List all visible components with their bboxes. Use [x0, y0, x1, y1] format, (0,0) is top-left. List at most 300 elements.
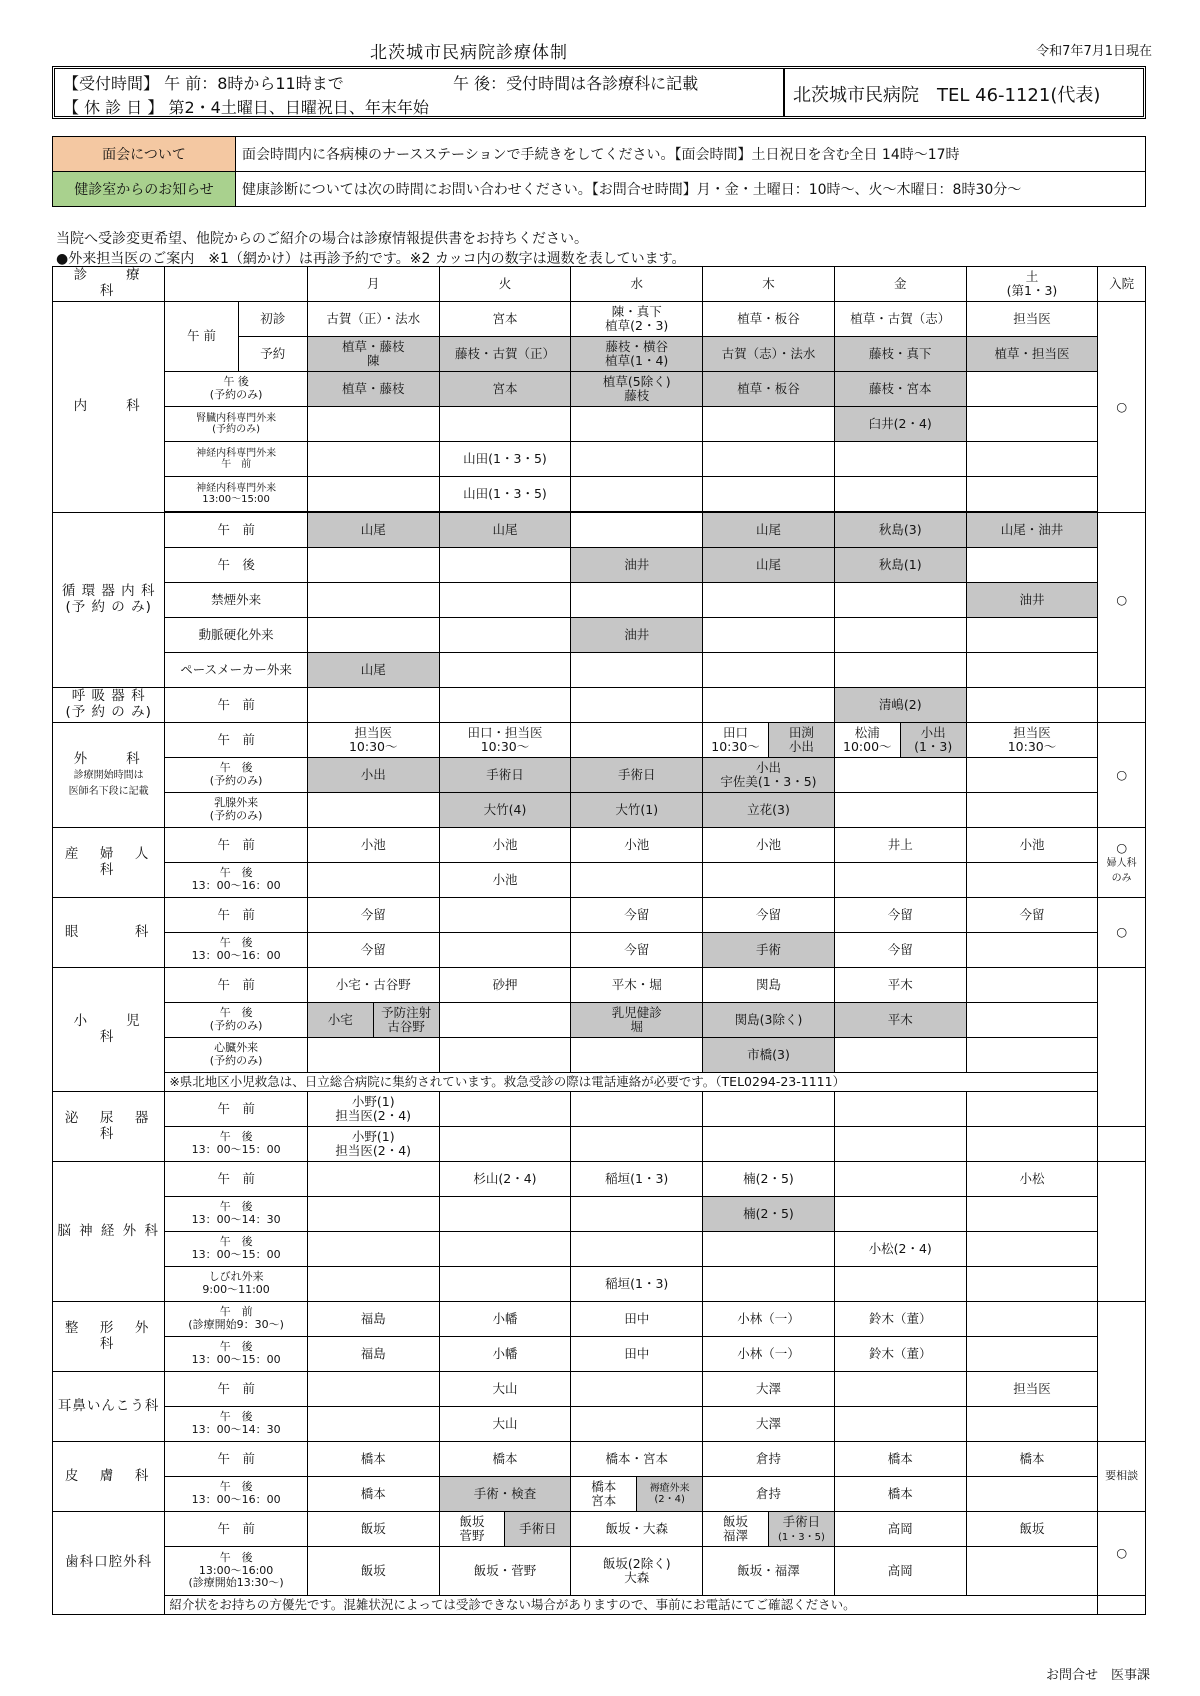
- split-right: [768, 1512, 834, 1546]
- slot-athero: 動脈硬化外来: [165, 618, 308, 653]
- table-cell: 稲垣(1・3): [571, 1162, 703, 1197]
- table-row: [53, 548, 1146, 583]
- inpatient-mark: [1098, 1596, 1146, 1615]
- slot-pm: [165, 1232, 308, 1267]
- table-cell: [307, 477, 439, 512]
- table-header: [53, 267, 1146, 302]
- table-cell: [439, 1197, 571, 1232]
- dept-sub: 医師名下段に記載: [68, 785, 149, 797]
- cell-line: 福澤: [723, 1528, 749, 1543]
- split-left: [571, 1477, 636, 1511]
- slot-line: しびれ外来: [208, 1270, 264, 1284]
- slot-line: 午 後: [219, 936, 253, 950]
- table-cell: 宮本: [439, 302, 571, 337]
- table-cell: 小林（一）: [703, 1302, 835, 1337]
- table-cell: 大竹(4): [439, 793, 571, 828]
- table-cell: [834, 442, 966, 477]
- table-cell: [966, 372, 1098, 407]
- table-cell: [571, 1127, 703, 1162]
- table-row: [53, 1232, 1146, 1267]
- table-cell: [571, 442, 703, 477]
- table-cell: [966, 758, 1098, 793]
- split-right: [373, 1003, 439, 1037]
- table-cell: [439, 1038, 571, 1073]
- slot-am: [165, 1302, 308, 1337]
- slot-line: 午 後: [219, 1340, 253, 1354]
- slot-first: 初診: [238, 302, 307, 337]
- table-cell: 高岡: [834, 1547, 966, 1596]
- table-cell: [966, 1003, 1098, 1038]
- cell-line: 乳児健診: [611, 1004, 662, 1020]
- table-cell: [966, 1477, 1098, 1512]
- slot-neuro-pm: [165, 477, 308, 512]
- table-row: [53, 1073, 1146, 1092]
- table-cell: 小池: [703, 828, 835, 863]
- table-cell: 山田(1・3・5): [439, 442, 571, 477]
- table-cell: [834, 723, 966, 758]
- inpatient-mark: [1098, 1127, 1146, 1162]
- table-cell: [571, 1197, 703, 1232]
- table-cell: 大山: [439, 1372, 571, 1407]
- table-row: [53, 1127, 1146, 1162]
- table-cell: [571, 337, 703, 372]
- cell-line: 田口・担当医: [467, 724, 543, 740]
- cell-line: 担当医: [354, 724, 392, 740]
- cell-line: 橋本: [591, 1478, 617, 1494]
- split-right: [900, 723, 966, 757]
- dept-line: 循 環 器 内 科: [61, 583, 156, 600]
- table-cell: 小幡: [439, 1337, 571, 1372]
- slot-kidney: [165, 407, 308, 442]
- slot-line: 午 後: [223, 375, 249, 389]
- pediatric-note: ※県北地区小児救急は、日立総合病院に集約されています。救急受診の際は電話連絡が必要です。（TEL0294-23-1111）: [165, 1073, 1098, 1092]
- table-cell: [703, 618, 835, 653]
- cell-line: (1・3・5): [777, 1531, 825, 1543]
- table-cell: 小出: [307, 758, 439, 793]
- table-cell: 橋本・宮本: [571, 1442, 703, 1477]
- cell-line: 植草(5除く): [602, 373, 671, 389]
- table-cell: [439, 618, 571, 653]
- slot-line: 9:00〜11:00: [202, 1283, 270, 1296]
- split-right: [636, 1477, 702, 1511]
- referral-note: 当院へ受診変更希望、他院からのご紹介の場合は診療情報提供書をお持ちください。: [56, 231, 588, 247]
- table-cell: [966, 793, 1098, 828]
- slot-pm: [165, 1337, 308, 1372]
- schedule-legend: ●外来担当医のご案内 ※1（網かけ）は再診予約です。※2 カッコ内の数字は週数を表しています。: [56, 251, 686, 267]
- table-cell: [966, 653, 1098, 688]
- cell-line: 植草(2・3): [605, 318, 669, 333]
- footer-contact: お問合せ 医事課: [1045, 1668, 1150, 1683]
- table-cell: [966, 1038, 1098, 1073]
- col-thu: 木: [703, 267, 835, 302]
- dept-sub: 診療開始時間は: [73, 770, 144, 782]
- table-cell: [703, 723, 835, 758]
- table-cell: [307, 723, 439, 758]
- table-cell: 倉持: [703, 1477, 835, 1512]
- col-mon: 月: [307, 267, 439, 302]
- table-cell: [439, 1512, 571, 1547]
- table-row: [53, 898, 1146, 933]
- table-cell: [571, 863, 703, 898]
- slot-line: 午 後: [219, 1410, 253, 1424]
- table-cell: [834, 618, 966, 653]
- cell-line: 小出: [920, 724, 946, 740]
- table-cell: 橋本: [439, 1442, 571, 1477]
- table-row: [53, 1267, 1146, 1302]
- table-cell: [571, 407, 703, 442]
- slot-line: 午 後: [219, 1235, 253, 1249]
- table-cell: 楠(2・5): [703, 1162, 835, 1197]
- table-cell: [834, 863, 966, 898]
- table-cell: 小幡: [439, 1302, 571, 1337]
- dept-pediatrics: 小 児 科: [53, 968, 165, 1092]
- slot-line: 13：00〜16：00: [191, 1493, 281, 1506]
- slot-line: (診療開始13:30〜): [188, 1576, 284, 1590]
- table-cell: [834, 477, 966, 512]
- reception-info: [55, 69, 785, 116]
- table-cell: 古賀（志）・法水: [703, 337, 835, 372]
- table-cell: [966, 1267, 1098, 1302]
- table-cell: [307, 1092, 439, 1127]
- table-row: [53, 1092, 1146, 1127]
- table-cell: 関島: [703, 968, 835, 1003]
- slot-line: (予約のみ): [209, 1054, 263, 1067]
- slot-pm: [165, 1003, 308, 1038]
- table-cell: [966, 723, 1098, 758]
- table-row: [53, 1162, 1146, 1197]
- slot-line: 心臓外来: [214, 1041, 259, 1055]
- table-cell: 福島: [307, 1302, 439, 1337]
- table-row: [53, 1038, 1146, 1073]
- table-cell: [307, 1232, 439, 1267]
- dept-urology: 泌 尿 器 科: [53, 1092, 165, 1162]
- visit-text: 面会時間内に各病棟のナースステーションで手続きをしてください。【面会時間】土日祝日を含む全日 14時〜17時: [236, 137, 1146, 172]
- cell-line: 小野(1): [351, 1128, 395, 1144]
- table-cell: 大澤: [703, 1372, 835, 1407]
- table-row: [53, 828, 1146, 863]
- table-cell: [307, 442, 439, 477]
- reception-header: [52, 66, 1146, 119]
- table-cell: [834, 1372, 966, 1407]
- cell-line: 藤枝: [624, 388, 650, 403]
- inpatient-mark: [1098, 688, 1146, 723]
- table-cell: [966, 863, 1098, 898]
- col-fri: 金: [834, 267, 966, 302]
- table-cell: 飯坂: [966, 1512, 1098, 1547]
- cell-line: 田渕: [788, 724, 814, 740]
- slot-line: 午 後: [219, 1551, 253, 1565]
- slot-am: 午 前: [165, 898, 308, 933]
- table-row: [53, 863, 1146, 898]
- slot-numbness: [165, 1267, 308, 1302]
- table-cell: 小池: [439, 828, 571, 863]
- slot-line: (予約のみ): [209, 1019, 263, 1032]
- table-cell: 飯坂: [307, 1547, 439, 1596]
- table-cell: 平木: [834, 968, 966, 1003]
- split-right: [768, 723, 834, 757]
- table-cell: [571, 1547, 703, 1596]
- slot-line: (診療開始9：30〜): [188, 1318, 284, 1331]
- split-right: 手術日: [504, 1512, 570, 1546]
- table-cell: [703, 1127, 835, 1162]
- table-cell: 井上: [834, 828, 966, 863]
- table-row: [53, 1547, 1146, 1596]
- split-left: 小宅: [308, 1003, 373, 1037]
- table-cell: 大澤: [703, 1407, 835, 1442]
- table-cell: [571, 1092, 703, 1127]
- table-cell: [834, 1267, 966, 1302]
- table-cell: 手術: [703, 933, 835, 968]
- col-tue: 火: [439, 267, 571, 302]
- table-cell: 橋本: [966, 1442, 1098, 1477]
- table-cell: 平木: [834, 1003, 966, 1038]
- cell-line: 堀: [630, 1019, 643, 1034]
- table-cell: 飯坂・菅野: [439, 1547, 571, 1596]
- closed-days-text: 第2・4土曜日、日曜祝日、年末年始: [168, 98, 429, 117]
- table-cell: 植草・担当医: [966, 337, 1098, 372]
- referral-priority-note: 紹介状をお持ちの方優先です。混雑状況によっては受診できない場合がありますので、事前にお電話にてご確認ください。: [165, 1596, 1098, 1615]
- cell-line: 褥瘡外来: [649, 1482, 690, 1494]
- table-cell: 藤枝・宮本: [834, 372, 966, 407]
- table-cell: 今留: [966, 898, 1098, 933]
- table-row: [53, 1442, 1146, 1477]
- table-cell: [703, 1512, 835, 1547]
- table-cell: [703, 1267, 835, 1302]
- table-cell: [703, 477, 835, 512]
- table-row: [53, 442, 1146, 477]
- table-cell: 大竹(1): [571, 793, 703, 828]
- reception-hours: [63, 71, 699, 94]
- inpatient-mark: ○: [1098, 723, 1146, 828]
- table-cell: [966, 548, 1098, 583]
- slot-line: 13：00〜16：00: [191, 879, 281, 892]
- table-cell: [834, 1407, 966, 1442]
- table-cell: [571, 723, 703, 758]
- dept-line: (予 約 の み): [65, 599, 152, 615]
- slot-smoking: 禁煙外来: [165, 583, 308, 618]
- cell-line: 飯坂(2除く): [602, 1555, 671, 1571]
- table-cell: [571, 1003, 703, 1038]
- table-row: [53, 723, 1146, 758]
- checkup-notice: [53, 172, 1146, 207]
- dept-surgery: [53, 723, 165, 828]
- table-cell: 倉持: [703, 1442, 835, 1477]
- split-left: [440, 1512, 505, 1546]
- slot-line: 午 後: [219, 866, 253, 880]
- hospital-name: 北茨城市民病院: [793, 85, 919, 106]
- table-cell: 担当医: [966, 1372, 1098, 1407]
- table-cell: [966, 1232, 1098, 1267]
- table-cell: [834, 1197, 966, 1232]
- hospital-tel: TEL 46-1121(代表): [937, 85, 1101, 106]
- slot-pm: [165, 758, 308, 793]
- cell-line: 宇佐美(1・3・5): [720, 774, 817, 789]
- table-cell: [966, 1547, 1098, 1596]
- table-cell: [571, 1232, 703, 1267]
- col-inpatient: 入院: [1098, 267, 1146, 302]
- table-row: [53, 618, 1146, 653]
- slot-line: 13：00〜14：30: [191, 1213, 281, 1226]
- table-row: [53, 372, 1146, 407]
- visit-label: 面会について: [53, 137, 236, 172]
- table-cell: [834, 583, 966, 618]
- table-cell: 小池: [439, 863, 571, 898]
- slot-line: 13：00〜15：00: [191, 1143, 281, 1156]
- slot-line: 13：00〜15：00: [191, 1353, 281, 1366]
- schedule-table: [52, 266, 1146, 1615]
- table-cell: 手術・検査: [439, 1477, 571, 1512]
- table-row: [53, 1197, 1146, 1232]
- slot-line: 腎臓内科専門外来: [196, 412, 277, 424]
- table-row: [53, 793, 1146, 828]
- table-cell: 福島: [307, 1337, 439, 1372]
- table-cell: 山尾: [439, 513, 571, 548]
- table-cell: [703, 442, 835, 477]
- table-cell: [966, 407, 1098, 442]
- table-cell: [307, 1038, 439, 1073]
- table-cell: 今留: [307, 933, 439, 968]
- cell-line: 小出: [788, 739, 814, 754]
- reception-label: 【受付時間】: [63, 74, 160, 93]
- table-cell: 楠(2・5): [703, 1197, 835, 1232]
- table-cell: 手術日: [571, 758, 703, 793]
- slot-am: 午 前: [165, 688, 308, 723]
- table-cell: [571, 513, 703, 548]
- slot-pm: [165, 1407, 308, 1442]
- inpatient-mark: ○: [1098, 513, 1146, 688]
- inpatient-mark: 要相談: [1098, 1442, 1146, 1512]
- inpatient-mark: ○: [1098, 1512, 1146, 1596]
- dept-line: 外 科: [73, 750, 144, 767]
- dept-dental: 歯科口腔外科: [53, 1512, 165, 1615]
- table-cell: [439, 1232, 571, 1267]
- reception-am: 午 前：8時から11時まで: [164, 74, 344, 93]
- table-cell: 橋本: [834, 1442, 966, 1477]
- table-cell: 関島(3除く): [703, 1003, 835, 1038]
- table-cell: [571, 1407, 703, 1442]
- inpatient-mark: ○: [1098, 302, 1146, 513]
- table-cell: [966, 1197, 1098, 1232]
- table-row: [53, 583, 1146, 618]
- table-cell: [966, 1302, 1098, 1337]
- slot-pm: [165, 933, 308, 968]
- cell-line: 担当医(2・4): [335, 1143, 412, 1158]
- table-cell: [571, 653, 703, 688]
- table-cell: [307, 688, 439, 723]
- cell-line: (1・3): [914, 739, 953, 754]
- cell-line: 陳・真下: [611, 303, 662, 319]
- table-row: [53, 302, 1146, 337]
- checkup-label: 健診室からのお知らせ: [53, 172, 236, 207]
- closed-days: [63, 95, 429, 118]
- table-cell: 植草・板谷: [703, 372, 835, 407]
- table-cell: [703, 653, 835, 688]
- table-cell: 鈴木（董）: [834, 1302, 966, 1337]
- table-cell: 今留: [834, 933, 966, 968]
- table-cell: [571, 1372, 703, 1407]
- slot-pacemaker: ペースメーカー外来: [165, 653, 308, 688]
- table-cell: [439, 1092, 571, 1127]
- table-cell: 今留: [571, 898, 703, 933]
- cell-line: 飯坂: [459, 1513, 485, 1529]
- table-cell: 今留: [703, 898, 835, 933]
- reception-pm: 午 後：受付時間は各診療科に記載: [453, 74, 699, 93]
- table-cell: 臼井(2・4): [834, 407, 966, 442]
- cell-line: 植草・藤枝: [341, 338, 405, 354]
- table-row: [53, 1372, 1146, 1407]
- table-cell: [571, 372, 703, 407]
- table-cell: [703, 583, 835, 618]
- slot-pm: [165, 372, 308, 407]
- inpatient-mark: [1098, 1302, 1146, 1442]
- table-cell: [571, 302, 703, 337]
- table-cell: 藤枝・古賀（正）: [439, 337, 571, 372]
- page-title: 北茨城市民病院診療体制: [370, 43, 568, 63]
- table-cell: 宮本: [439, 372, 571, 407]
- dept-line: (予 約 の み): [65, 704, 152, 720]
- dept-line: 呼 吸 器 科: [71, 688, 146, 705]
- table-row: [53, 1477, 1146, 1512]
- table-row: [53, 688, 1146, 723]
- table-cell: [966, 442, 1098, 477]
- inpatient-mark: [1098, 1162, 1146, 1302]
- table-cell: 山尾: [703, 513, 835, 548]
- cell-line: 10:30〜: [348, 739, 398, 754]
- dept-dermatology: 皮 膚 科: [53, 1442, 165, 1512]
- table-cell: 山田(1・3・5): [439, 477, 571, 512]
- cell-line: 予防注射: [381, 1004, 432, 1020]
- table-cell: 清嶋(2): [834, 688, 966, 723]
- table-cell: [834, 1127, 966, 1162]
- table-cell: [439, 898, 571, 933]
- table-cell: 市橋(3): [703, 1038, 835, 1073]
- slot-line: 午 後: [219, 1480, 253, 1494]
- table-cell: [571, 1477, 703, 1512]
- table-cell: [834, 793, 966, 828]
- table-cell: [439, 688, 571, 723]
- table-cell: [703, 1092, 835, 1127]
- cell-line: 10:00〜: [843, 739, 892, 754]
- table-cell: [966, 1337, 1098, 1372]
- cell-line: 小出: [755, 759, 781, 775]
- table-cell: 手術日: [439, 758, 571, 793]
- table-cell: 山尾: [307, 513, 439, 548]
- dept-obgyn: 産 婦 人 科: [53, 828, 165, 898]
- closed-label: 【 休 診 日 】: [63, 98, 164, 117]
- table-cell: 油井: [571, 618, 703, 653]
- table-cell: 山尾: [307, 653, 439, 688]
- cell-line: 手術日: [782, 1513, 821, 1529]
- table-cell: [307, 618, 439, 653]
- table-cell: 植草・古賀（志）: [834, 302, 966, 337]
- table-cell: 高岡: [834, 1512, 966, 1547]
- table-cell: 小松: [966, 1162, 1098, 1197]
- dept-internal: 内 科: [53, 302, 165, 513]
- table-cell: 藤枝・真下: [834, 337, 966, 372]
- inpatient-mark: ○: [1098, 898, 1146, 968]
- split-left: [703, 1512, 768, 1546]
- dept-ophthalmology: 眼 科: [53, 898, 165, 968]
- table-cell: 植草・板谷: [703, 302, 835, 337]
- table-cell: 橋本: [307, 1442, 439, 1477]
- slot-line: 午 前: [221, 459, 252, 470]
- slot-heart: [165, 1038, 308, 1073]
- cell-line: 宮本: [591, 1493, 617, 1508]
- table-cell: [439, 407, 571, 442]
- table-cell: 秋島(3): [834, 513, 966, 548]
- slot-am: 午 前: [165, 1512, 308, 1547]
- table-cell: [439, 1127, 571, 1162]
